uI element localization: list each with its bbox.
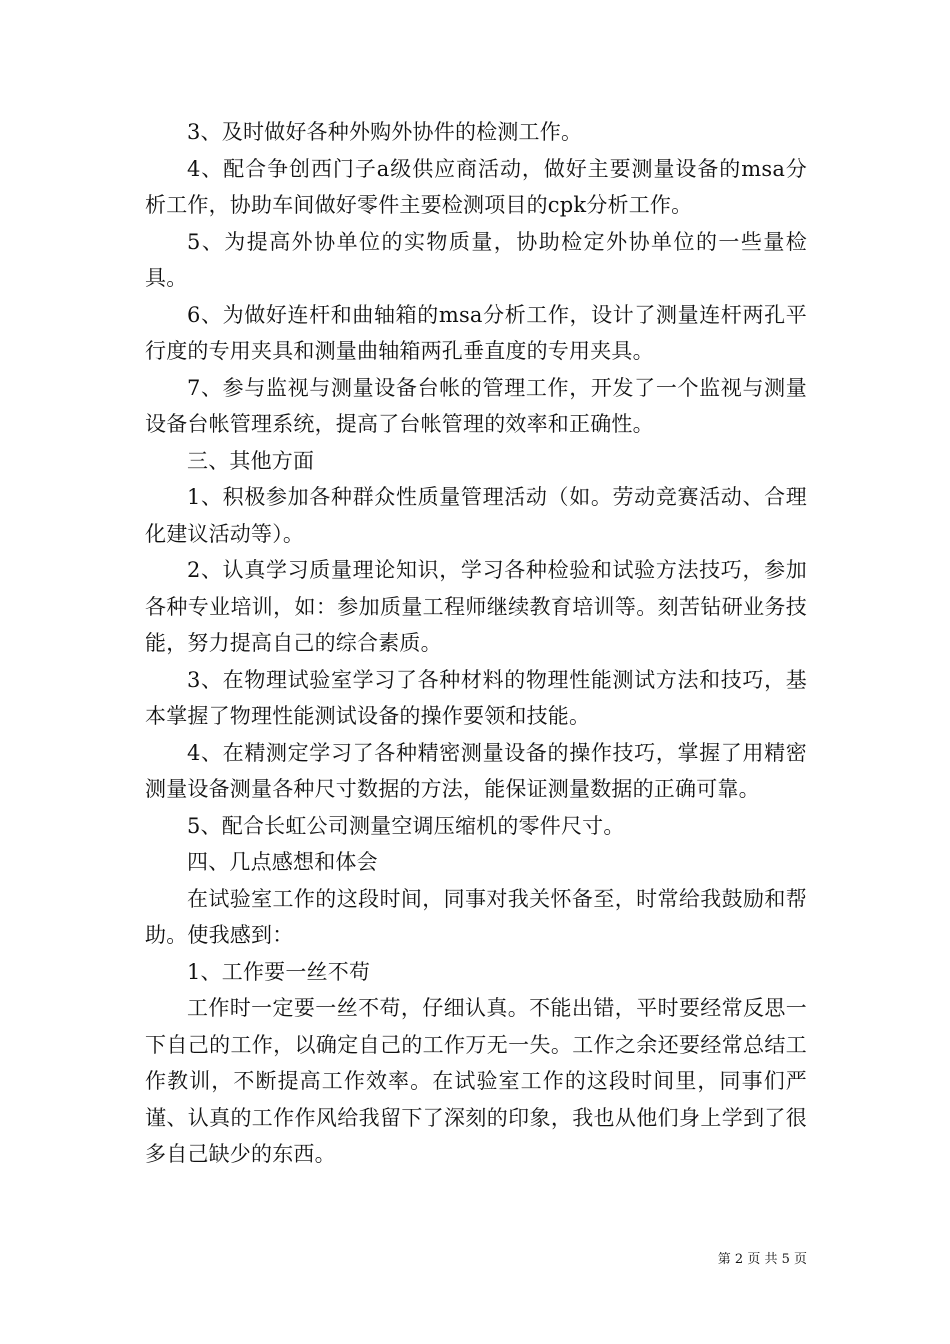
page-number-footer: 第 2 页 共 5 页 [717, 1252, 807, 1267]
paragraph: 5、配合长虹公司测量空调压缩机的零件尺寸。 [187, 813, 625, 838]
paragraph: 1、积极参加各种群众性质量管理活动（如。劳动竞赛活动、合理化建议活动等）。 [145, 485, 807, 546]
section-heading: 三、其他方面 [187, 448, 315, 473]
paragraph: 4、在精测定学习了各种精密测量设备的操作技巧，掌握了用精密测量设备测量各种尺寸数据的方法，能保证测量数据的正确可靠。 [145, 740, 807, 801]
paragraph: 6、为做好连杆和曲轴箱的msa分析工作，设计了测量连杆两孔平行度的专用夹具和测量曲轴箱两孔垂直度的专用夹具。 [145, 302, 807, 363]
section-heading: 四、几点感想和体会 [187, 850, 378, 874]
document-body [145, 114, 807, 1173]
paragraph: 3、在物理试验室学习了各种材料的物理性能测试方法和技巧，基本掌握了物理性能测试设备的操作要领和技能。 [145, 667, 807, 728]
paragraph: 5、为提高外协单位的实物质量，协助检定外协单位的一些量检具。 [145, 229, 807, 290]
paragraph: 工作时一定要一丝不苟，仔细认真。不能出错，平时要经常反思一下自己的工作，以确定自己的工作万无一失。工作之余还要经常总结工作教训，不断提高工作效率。在试验室工作的这段时间里，同事们严谨、认真的工作作风给我留下了深刻的印象，我也从他们身上学到了很多自己缺少的东西。 [145, 996, 807, 1166]
paragraph: 2、认真学习质量理论知识，学习各种检验和试验方法技巧，参加各种专业培训，如：参加质量工程师继续教育培训等。刻苦钻研业务技能，努力提高自己的综合素质。 [145, 558, 807, 655]
paragraph: 7、参与监视与测量设备台帐的管理工作，开发了一个监视与测量设备台帐管理系统，提高了台帐管理的效率和正确性。 [145, 375, 807, 436]
paragraph: 3、及时做好各种外购外协件的检测工作。 [187, 120, 583, 144]
subheading: 1、工作要一丝不苟 [187, 959, 371, 984]
paragraph: 在试验室工作的这段时间，同事对我关怀备至，时常给我鼓励和帮助。使我感到： [145, 886, 807, 947]
paragraph: 4、配合争创西门子a级供应商活动，做好主要测量设备的msa分析工作，协助车间做好零件主要检测项目的cpk分析工作。 [145, 156, 807, 217]
